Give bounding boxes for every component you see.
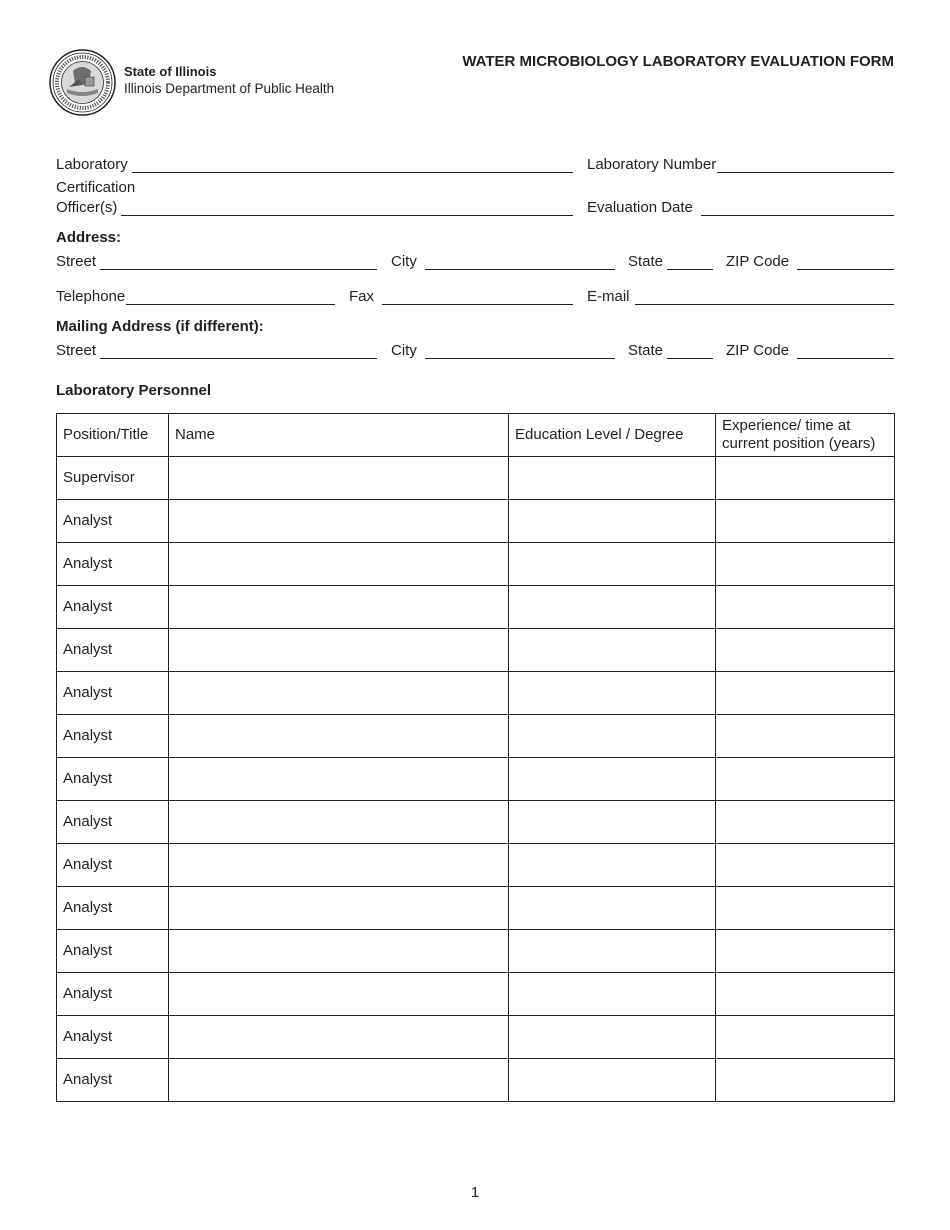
mailing-zip-label: ZIP Code <box>726 342 790 359</box>
officers-label: Officer(s) <box>56 199 118 216</box>
experience-cell[interactable] <box>716 500 895 543</box>
officers-field[interactable] <box>56 196 573 216</box>
zip-input-line[interactable] <box>797 253 894 270</box>
education-cell[interactable] <box>509 887 716 930</box>
evaluation-date-field[interactable] <box>587 196 894 216</box>
mailing-state-field[interactable] <box>628 339 713 359</box>
email-input-line[interactable] <box>635 288 894 305</box>
fax-input-line[interactable] <box>382 288 573 305</box>
name-cell[interactable] <box>169 500 509 543</box>
education-cell[interactable] <box>509 457 716 500</box>
table-row <box>57 801 895 844</box>
mailing-city-input-line[interactable] <box>425 342 615 359</box>
education-cell[interactable] <box>509 672 716 715</box>
experience-cell[interactable] <box>716 887 895 930</box>
position-cell: Supervisor <box>57 457 169 500</box>
education-cell[interactable] <box>509 844 716 887</box>
telephone-field[interactable] <box>56 285 335 305</box>
position-cell: Analyst <box>57 1059 169 1102</box>
name-cell[interactable] <box>169 801 509 844</box>
table-row <box>57 715 895 758</box>
experience-cell[interactable] <box>716 672 895 715</box>
laboratory-number-field[interactable] <box>587 153 894 173</box>
mailing-street-label: Street <box>56 342 97 359</box>
position-cell: Analyst <box>57 973 169 1016</box>
mailing-address-row <box>0 339 950 361</box>
name-cell[interactable] <box>169 973 509 1016</box>
education-cell[interactable] <box>509 930 716 973</box>
mailing-street-field[interactable] <box>56 339 377 359</box>
experience-cell[interactable] <box>716 629 895 672</box>
experience-cell[interactable] <box>716 715 895 758</box>
mailing-address-heading: Mailing Address (if different): <box>56 318 264 335</box>
table-row <box>57 1059 895 1102</box>
position-cell: Analyst <box>57 1016 169 1059</box>
laboratory-input-line[interactable] <box>132 156 573 173</box>
name-cell[interactable] <box>169 887 509 930</box>
name-cell[interactable] <box>169 758 509 801</box>
email-field[interactable] <box>587 285 894 305</box>
table-row <box>57 887 895 930</box>
experience-cell[interactable] <box>716 801 895 844</box>
mailing-state-input-line[interactable] <box>667 342 713 359</box>
state-field[interactable] <box>628 250 713 270</box>
experience-cell[interactable] <box>716 586 895 629</box>
mailing-zip-field[interactable] <box>726 339 894 359</box>
table-row <box>57 500 895 543</box>
education-cell[interactable] <box>509 758 716 801</box>
name-cell[interactable] <box>169 543 509 586</box>
form-title: WATER MICROBIOLOGY LABORATORY EVALUATION FORM <box>462 53 894 70</box>
table-row <box>57 844 895 887</box>
position-cell: Analyst <box>57 715 169 758</box>
city-field[interactable] <box>391 250 615 270</box>
position-cell: Analyst <box>57 543 169 586</box>
street-input-line[interactable] <box>100 253 377 270</box>
education-cell[interactable] <box>509 1059 716 1102</box>
experience-cell[interactable] <box>716 457 895 500</box>
table-row <box>57 629 895 672</box>
state-label: State <box>628 253 664 270</box>
position-cell: Analyst <box>57 758 169 801</box>
mailing-street-input-line[interactable] <box>100 342 377 359</box>
name-cell[interactable] <box>169 629 509 672</box>
position-cell: Analyst <box>57 887 169 930</box>
name-cell[interactable] <box>169 844 509 887</box>
table-row <box>57 1016 895 1059</box>
evaluation-date-input-line[interactable] <box>701 199 894 216</box>
table-row <box>57 973 895 1016</box>
table-row <box>57 672 895 715</box>
position-cell: Analyst <box>57 586 169 629</box>
name-cell[interactable] <box>169 672 509 715</box>
laboratory-field[interactable] <box>56 153 573 173</box>
name-cell[interactable] <box>169 1059 509 1102</box>
column-header-name: Name <box>169 414 509 457</box>
zip-field[interactable] <box>726 250 894 270</box>
education-cell[interactable] <box>509 543 716 586</box>
experience-cell[interactable] <box>716 973 895 1016</box>
name-cell[interactable] <box>169 586 509 629</box>
certification-label: Certification <box>56 179 136 196</box>
mailing-city-label: City <box>391 342 417 359</box>
address-row <box>0 250 950 272</box>
contact-row <box>0 285 950 307</box>
street-field[interactable] <box>56 250 377 270</box>
telephone-input-line[interactable] <box>126 288 335 305</box>
column-header-position: Position/Title <box>57 414 169 457</box>
fax-label: Fax <box>349 288 375 305</box>
education-cell[interactable] <box>509 715 716 758</box>
mailing-city-field[interactable] <box>391 339 615 359</box>
laboratory-number-input-line[interactable] <box>717 156 894 173</box>
education-cell[interactable] <box>509 629 716 672</box>
city-input-line[interactable] <box>425 253 615 270</box>
officers-row <box>0 196 950 218</box>
position-cell: Analyst <box>57 672 169 715</box>
name-cell[interactable] <box>169 930 509 973</box>
mailing-state-label: State <box>628 342 664 359</box>
column-header-education: Education Level / Degree <box>509 414 716 457</box>
table-row <box>57 930 895 973</box>
position-cell: Analyst <box>57 801 169 844</box>
laboratory-label: Laboratory <box>56 156 128 173</box>
education-cell[interactable] <box>509 1016 716 1059</box>
street-label: Street <box>56 253 97 270</box>
name-cell[interactable] <box>169 457 509 500</box>
evaluation-date-label: Evaluation Date <box>587 199 693 216</box>
table-row <box>57 586 895 629</box>
zip-label: ZIP Code <box>726 253 790 270</box>
laboratory-number-label: Laboratory Number <box>587 156 717 173</box>
agency-state-name: State of Illinois <box>124 64 217 79</box>
experience-cell[interactable] <box>716 1016 895 1059</box>
telephone-label: Telephone <box>56 288 126 305</box>
position-cell: Analyst <box>57 500 169 543</box>
officers-input-line[interactable] <box>121 199 573 216</box>
experience-cell[interactable] <box>716 930 895 973</box>
name-cell[interactable] <box>169 715 509 758</box>
name-cell[interactable] <box>169 1016 509 1059</box>
address-heading: Address: <box>56 229 122 246</box>
page-number: 1 <box>470 1184 480 1201</box>
table-row <box>57 543 895 586</box>
education-cell[interactable] <box>509 801 716 844</box>
experience-cell[interactable] <box>716 844 895 887</box>
experience-cell[interactable] <box>716 543 895 586</box>
position-cell: Analyst <box>57 930 169 973</box>
email-label: E-mail <box>587 288 630 305</box>
laboratory-row <box>0 153 950 175</box>
mailing-zip-input-line[interactable] <box>797 342 894 359</box>
position-cell: Analyst <box>57 629 169 672</box>
education-cell[interactable] <box>509 973 716 1016</box>
experience-cell[interactable] <box>716 758 895 801</box>
personnel-table <box>56 413 895 1102</box>
table-row <box>57 457 895 500</box>
city-label: City <box>391 253 417 270</box>
education-cell[interactable] <box>509 586 716 629</box>
agency-department-name: Illinois Department of Public Health <box>124 81 335 96</box>
column-header-experience: Experience/ time at current position (years) <box>716 414 895 457</box>
education-cell[interactable] <box>509 500 716 543</box>
personnel-header-row <box>57 414 895 457</box>
experience-cell[interactable] <box>716 1059 895 1102</box>
position-cell: Analyst <box>57 844 169 887</box>
personnel-heading: Laboratory Personnel <box>56 382 212 399</box>
fax-field[interactable] <box>349 285 573 305</box>
illinois-state-seal-icon <box>49 49 116 116</box>
state-input-line[interactable] <box>667 253 713 270</box>
table-row <box>57 758 895 801</box>
